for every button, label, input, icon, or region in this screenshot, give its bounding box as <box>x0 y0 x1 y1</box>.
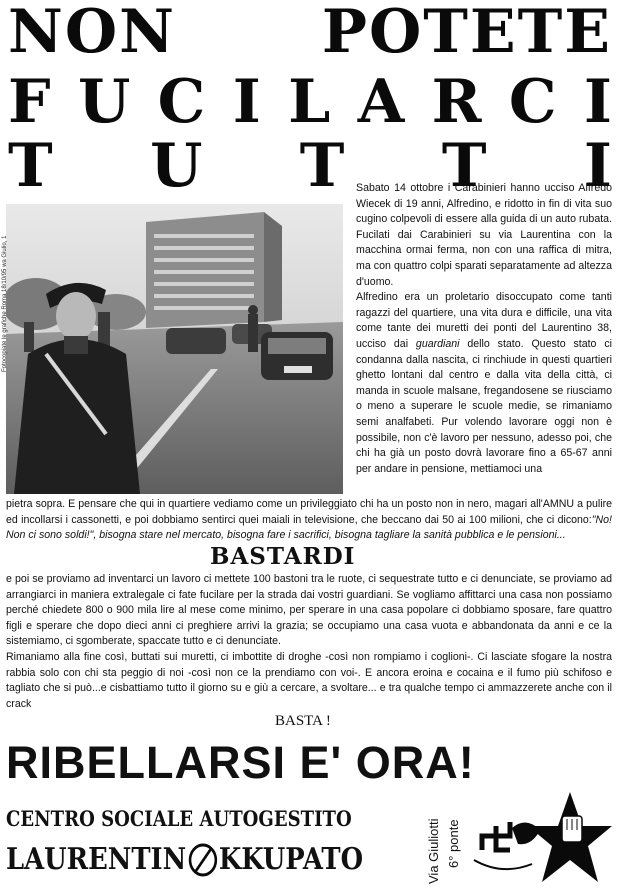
headline-letter: I <box>583 67 612 137</box>
headline-letter: U <box>77 67 131 137</box>
star-fist-logo <box>462 786 614 886</box>
headline-letter: U <box>150 131 203 201</box>
guardiani-emphasis: guardiani <box>415 337 460 350</box>
headline-letter: F <box>8 67 51 137</box>
headline-line-1 <box>8 0 612 67</box>
intro-column <box>356 181 612 477</box>
headline-letter: A <box>357 67 405 137</box>
headline-letter: C <box>157 67 206 137</box>
body2-paragraph-2: Rimaniamo alla fine così, buttati sui muretti, ci imbottite di droghe -così non rompiamo i coglioni-. Ci lasciate sfogare la nostra rabbia solo con chi sta peggio di noi -così non ce la prendiamo con voi-. E ancora eroina e cocaina e il fumo più schifoso e tagliato che si può...e cisbattiamo tutto il giorno su e giù a cercare, a svoltare... e tra qualche tempo ci ammazzerete anche con il crack <box>6 650 612 710</box>
headline-letter: L <box>288 67 331 137</box>
address-ponte: 6° ponte <box>446 819 461 868</box>
news-photo <box>6 204 343 494</box>
name-right: KKUPATO <box>218 842 364 877</box>
headline-line-2 <box>8 67 612 137</box>
quote-italic: "No! Non ci sono soldi!", bisogna stare nel mercato, bisogna fare i sacrifici, bisogna tagliare la sanità pubblica e le pensioni... <box>6 513 612 542</box>
headline-word-non: NON <box>8 0 176 67</box>
headline-letter: I <box>583 131 612 201</box>
headline-letter: T <box>299 131 345 201</box>
name-left: LAURENTIN <box>6 842 187 877</box>
laurentino-occupato <box>6 842 363 878</box>
centro-sociale-label: CENTRO SOCIALE AUTOGESTITO <box>6 806 352 831</box>
full-width-paragraph: pietra sopra. E pensare che qui in quartiere vediamo come un privileggiato chi ha un posto non in nero, magari all'AMNU a pulire ed incollarsi i cassonetti, e poi dobbiamo sentirci quei maiali in televisione, che beccano dai 50 ai 100 milioni, che ci dicono:"No! Non ci sono soldi!", bisogna stare nel mercato, bisogna fare i sacrifici, bisogna tagliare la sanità pubblica e le pensioni... <box>6 498 612 542</box>
intro-paragraph-2: Alfredino era un proletario disoccupato come tanti ragazzi del quartiere, una vita dura e difficile, una vita come tante dei muretti dei ponti del Laurentino 38, ucciso dai guardiani dello stato. Questo stato ci condanna dalla nascita, ci rinchiude in questi quartieri ghetto lontani dal centro e dalla vita della città, ci manda in scuole malsane, fregandosene se riusciamo o meno a superare le scuole medie, se rimaniamo semi analfabeti. Pur volendo lavorare oggi non è possibile, non c'è lavoro per nessuno, adesso poi, che chi ha già un posto dovrà lavorare fino a 65-67 anni per andare in pensione, mettiamoci una <box>356 291 612 475</box>
body-section-2 <box>6 572 612 712</box>
bastardi-heading: BASTARDI <box>210 543 356 570</box>
headline-word-potete: POTETE <box>321 0 612 67</box>
news-photo-illustration <box>6 204 343 494</box>
headline-letter: R <box>431 67 482 137</box>
body2-paragraph-1: e poi se proviamo ad inventarci un lavoro ci mettete 100 bastoni tra le ruote, ci sequestrate tutto e ci denunciate, se proviamo ad arrangiarci in maniera extralegale ci fate fucilare per la strada dai vostri guardiani. Se vogliamo affittarci una casa non possiamo perché chiedete 800 o 900 mila lire al mese come minimo, per sperare in una casa popolare ci dobbiamo sposare, fare quattro figli e sperare che dopo dieci anni ci preghiere arrivi la grazia; se occupiamo una casa vuota e abbandonata da anni e ce la sistemiamo, ci sgomberate, spaccate tutto e ci denunciate. <box>6 573 612 648</box>
headline-letter: T <box>8 131 53 201</box>
headline-letter: T <box>441 131 487 201</box>
circled-o-logo <box>187 842 218 878</box>
photo-credit: Fotocopiate le grafiche Roma 18/10/95 wa Giulio, 1 <box>2 235 8 372</box>
fist-icon <box>562 816 582 842</box>
address-via-giuliotti: Via Giuliotti <box>426 818 441 884</box>
intro-paragraph-1: Sabato 14 ottobre i Carabinieri hanno ucciso Alfredo Wiecek di 19 anni, Alfredino, e ridotto in fin di vita suo cugino colpevoli di essere alla guida di un auto rubata. Fucilati dai Carabinieri su via Laurentina con la macchina ormai ferma, non con una raffica di mitra, ma con quattro colpi sparati separatamente ad altezza d'uomo. <box>356 182 612 288</box>
basta-text: BASTA ! <box>275 713 331 729</box>
headline-letter: I <box>232 67 261 137</box>
headline-letter: C <box>508 67 557 137</box>
slogan-ribellarsi: RIBELLARSI E' ORA! <box>6 737 475 788</box>
crushed-swastika-icon <box>474 822 540 869</box>
